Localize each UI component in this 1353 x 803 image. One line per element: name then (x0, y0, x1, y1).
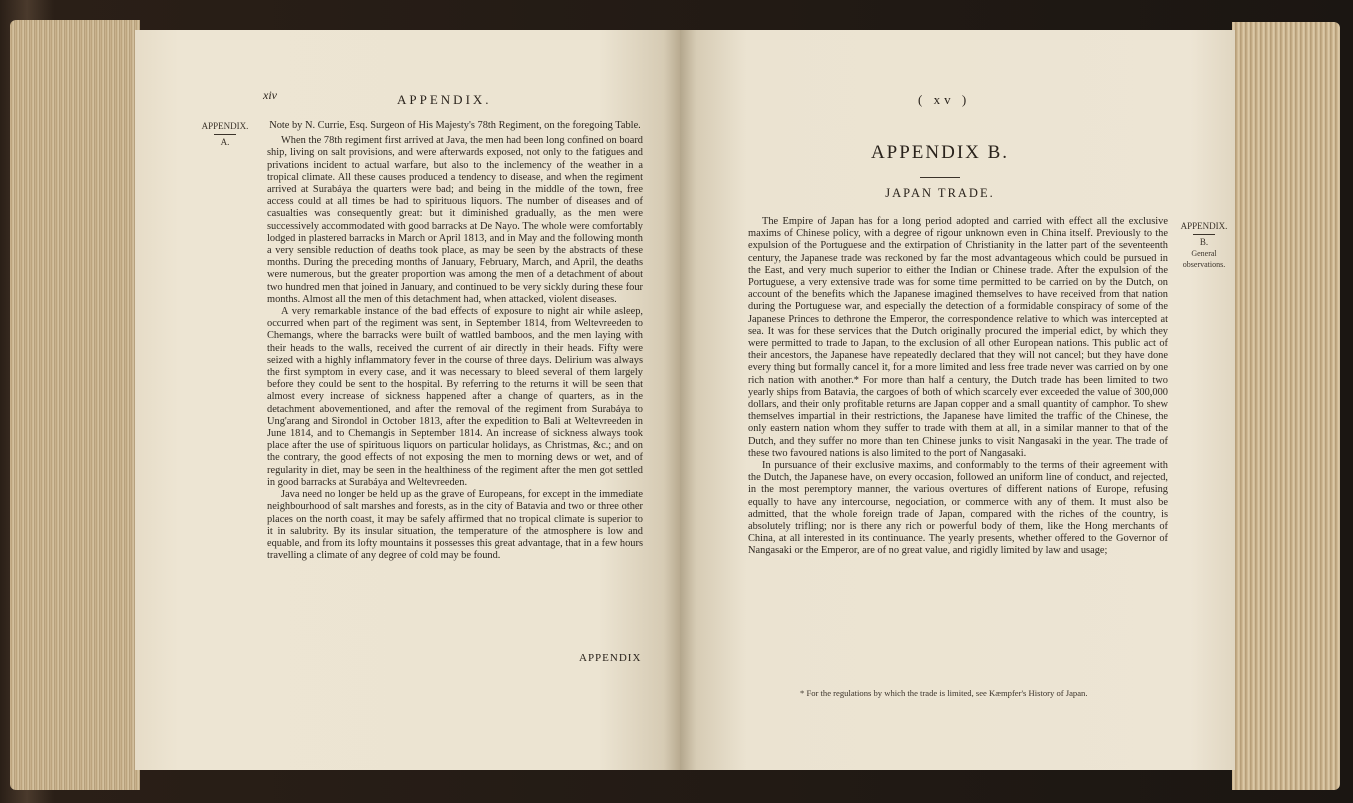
right-margin-letter: B. (1199, 237, 1209, 247)
left-margin-note (195, 121, 255, 148)
appendix-title: APPENDIX B. (870, 142, 1010, 163)
right-page (680, 30, 1235, 770)
right-paragraph-2: In pursuance of their exclusive maxims, and conformably to the terms of their agreement with the Dutch, the Japanese have, on every occasion, followed an uniform line of conduct, and rejected, in the most peremptory manner, the various overtures of different nations of Europe, refusing equally to have any intercourse, negociation, or commerce with any of them. It must also be admitted, that the whole foreign trade of Japan, compared with the riches of the country, is absolutely trifling; nor is there any rich or powerful body of them, like the Hong merchants of China, at all interested in its continuance. The yearly presents, whether offered to the Governor of Nangasaki or the Emperor, are of no great value, and rigidly limited by law and usage; (748, 460, 1168, 557)
right-margin-note (1175, 221, 1233, 270)
left-page-number: xiv (263, 88, 277, 102)
left-paragraph-3: Java need no longer be held up as the grave of Europeans, for except in the immediate neighbourhood of salt marshes and forests, as in the city of Batavia and two or three other places on the north coast, it may be safely affirmed that no tropical climate is superior to it in salubrity. By its insular situation, the temperature of the atmosphere is low and equable, and from its lofty mountains it possesses this great advantage, that in a few hours travelling a climate of any degree of cold may be found. (267, 489, 643, 562)
left-body-text (267, 120, 643, 562)
left-margin-letter: A. (220, 137, 230, 147)
note-heading: Note by N. Currie, Esq. Surgeon of His Majesty's 78th Regiment, on the foregoing Table. (269, 120, 641, 131)
footnote: * For the regulations by which the trade is limited, see Kæmpfer's History of Japan. (800, 688, 1088, 698)
right-margin-label: APPENDIX. (1180, 221, 1228, 231)
left-paragraph-1: When the 78th regiment first arrived at Java, the men had been long confined on board ship, living on salt provisions, and were afterwards exposed, not only to the fatigues and privations incident to actual warfare, but also to the inclemency of the weather in a tropical climate. All these causes produced a tendency to disease, and when the regiment arrived at Surabáya the quarters were bad; and being in the middle of the town, free access could at all times be had to spirituous liquors. The number of diseases and of casualties was consequently great: but it diminished gradually, as the men were successively accommodated with good barracks at De Nayo. The whole were comfortably lodged in plastered barracks in March or April 1813, and in May and the following month a very sensible reduction of deaths took place, as may be seen by the abstracts of these months. During the preceding months of January, February, March, and April, the deaths were numerous, but the greater proportion was among the men of a detachment of about two hundred men that joined in January, and continued to be very sickly during these four months. Almost all the men of this detachment had, when attacked, violent diseases. (267, 135, 643, 305)
left-running-head: APPENDIX. (397, 92, 492, 107)
right-body-text (748, 216, 1168, 558)
left-page (135, 30, 680, 770)
left-catchword: APPENDIX (579, 652, 642, 664)
right-margin-sub: General observations. (1182, 249, 1226, 269)
right-paragraph-1: The Empire of Japan has for a long period adopted and carried with effect all the exclusive maxims of Chinese policy, with a degree of rigour unknown even in China itself. Previously to the expulsion of the Portuguese and the extirpation of Christianity in the latter part of the seventeenth century, the Japanese trade was reckoned by far the most advantageous which could be pursued in the East, and very much superior to either the Indian or Chinese trade. After the expulsion of the Portuguese, a very extensive trade was for some time permitted to be carried on by the Dutch, on account of the benefits which the Japanese imagined themselves to have received from that nation during the Portuguese war, and especially the detection of a formidable conspiracy of some of the Japanese Princes to dethrone the Emperor, the correspondence relative to which was intercepted at sea. It was for these services that the Dutch originally procured the imperial edict, by which they were permitted to trade to Japan, to the exclusion of all other European nations. This public act of their ancestors, the Japanese have repeatedly declared that they will not cancel; but they have done every thing but formally cancel it, for a more limited and less free trade never was carried on by one rich nation with another.* For more than half a century, the Dutch trade has been limited to two yearly ships from Batavia, the cargoes of both of which scarcely ever exceeded the value of 300,000 dollars, and their only profitable returns are Japan copper and a small quantity of camphor. To shew themselves impartial in their restrictions, the Japanese have limited the traffic of the Chinese, the only eastern nation whom they suffer to trade with them at all, in a similar manner to that of the Dutch, and they suffer no more than ten Chinese junks to visit Nangasaki in the year. The trade of these two favoured nations is also limited to the port of Nangasaki. (748, 216, 1168, 459)
title-rule (920, 177, 960, 178)
left-paragraph-2: A very remarkable instance of the bad effects of exposure to night air while asleep, occurred when part of the regiment was sent, in September 1814, from Weltevreeden to Chemangs, where the barracks were built of wattled bamboos, and the men laying with their heads to the walls, received the current of air directly in their heads. Fifty were seized with a highly inflammatory fever in the course of three days. Delirium was always the first symptom in every case, and it was necessary to bleed several of them largely before they could be sent to the hospital. By referring to the returns it will be seen that almost every increase of sickness happened after a change of quarters, as in the detachment abovementioned, and after the removal of the regiment from Surabáya to Ung'arang and Sirondol in October 1813, after the expedition to Bali at Weltevreeden in June 1814, and to Chemangis in September 1814. An increase of sickness always took place after the use of spirituous liquors on particular holidays, as Christmas, &c.; and on the contrary, the good effects of not exposing the men to morning dews or wet, and of regularity in diet, may be seen in the healthiness of the regiment after the men got settled in good barracks at Surabáya and Weltevreeden. (267, 306, 643, 488)
appendix-subtitle: JAPAN TRADE. (885, 186, 995, 200)
left-margin-label: APPENDIX. (201, 121, 249, 131)
right-page-number: ( xv ) (918, 92, 971, 107)
right-page-edges (1232, 22, 1340, 790)
left-page-edges (10, 20, 140, 790)
